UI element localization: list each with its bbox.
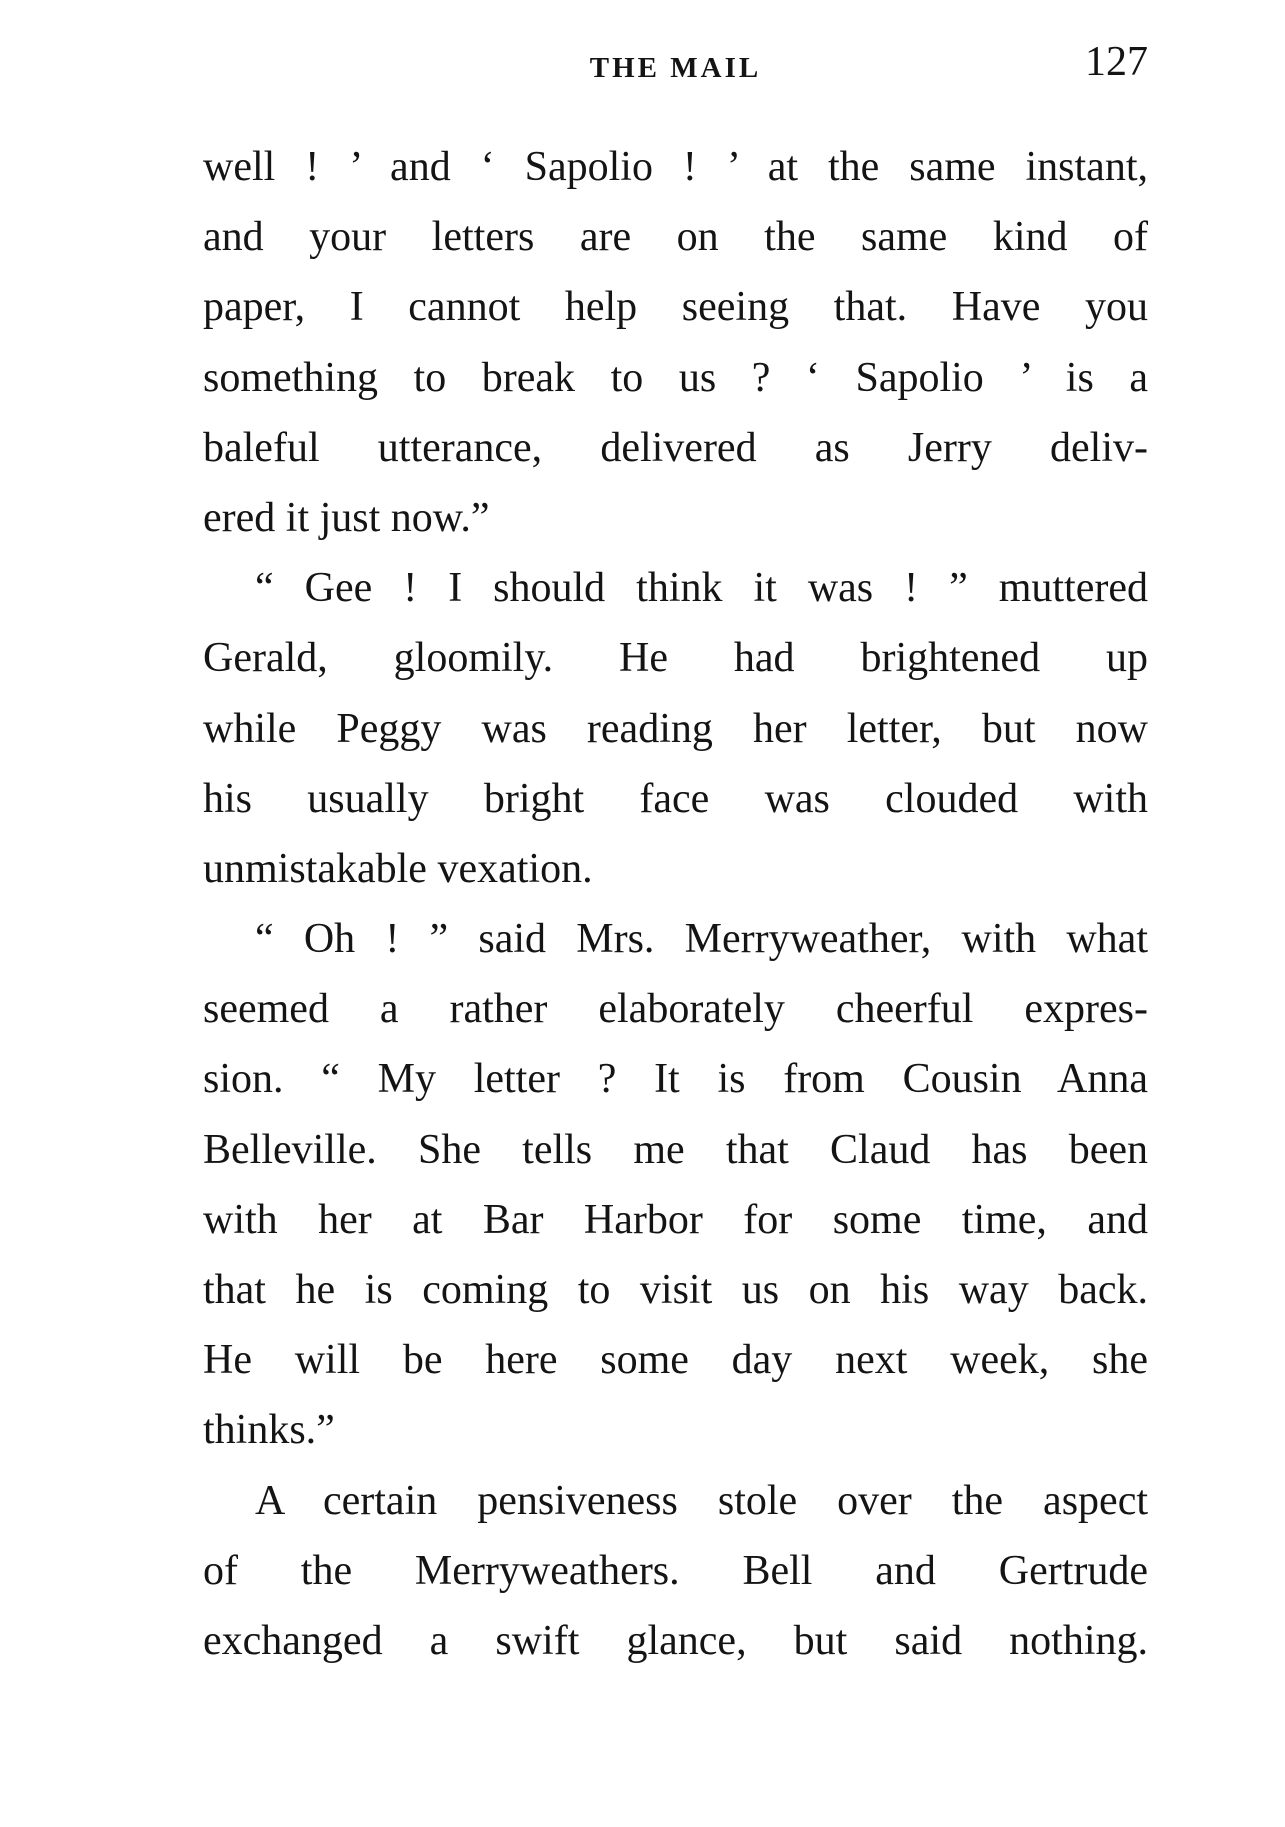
text-line: sion. “ My letter ? It is from Cousin Anna bbox=[203, 1056, 1148, 1103]
text-line: unmistakable vexation. bbox=[203, 845, 593, 892]
text-line: baleful utterance, delivered as Jerry deliv- bbox=[203, 424, 1148, 471]
text-line: ered it just now.” bbox=[203, 494, 490, 541]
text-line: that he is coming to visit us on his way back. bbox=[203, 1267, 1148, 1313]
text-line: of the Merryweathers. Bell and Gertrude bbox=[203, 1547, 1148, 1594]
text-line: “ Oh ! ” said Mrs. Merryweather, with what bbox=[255, 916, 1148, 963]
paragraph bbox=[203, 1466, 1148, 1677]
text-line: Belleville. She tells me that Claud has been bbox=[203, 1126, 1148, 1173]
page-number: 127 bbox=[1085, 39, 1148, 85]
running-head: THE MAIL bbox=[589, 52, 762, 84]
text-line: “ Gee ! I should think it was ! ” muttered bbox=[255, 565, 1148, 612]
text-line: paper, I cannot help seeing that. Have you bbox=[203, 284, 1148, 331]
body-text bbox=[203, 132, 1148, 1676]
text-line: thinks.” bbox=[203, 1407, 335, 1454]
text-line: A certain pensiveness stole over the aspect bbox=[255, 1477, 1148, 1524]
paragraph bbox=[203, 904, 1148, 1466]
paragraph bbox=[203, 553, 1148, 904]
text-line: while Peggy was reading her letter, but now bbox=[203, 705, 1148, 752]
text-line: Gerald, gloomily. He had brightened up bbox=[203, 635, 1148, 682]
text-line: seemed a rather elaborately cheerful expres- bbox=[203, 986, 1148, 1033]
text-line: He will be here some day next week, she bbox=[203, 1337, 1148, 1384]
text-line: with her at Bar Harbor for some time, and bbox=[203, 1196, 1148, 1243]
text-line: his usually bright face was clouded with bbox=[203, 775, 1148, 822]
page-header bbox=[203, 38, 1148, 98]
paragraph bbox=[203, 132, 1148, 553]
text-line: well ! ’ and ‘ Sapolio ! ’ at the same instant, bbox=[203, 144, 1148, 190]
text-line: and your letters are on the same kind of bbox=[203, 214, 1148, 261]
text-line: something to break to us ? ‘ Sapolio ’ is a bbox=[203, 354, 1148, 401]
text-line: exchanged a swift glance, but said nothing. bbox=[203, 1617, 1148, 1664]
